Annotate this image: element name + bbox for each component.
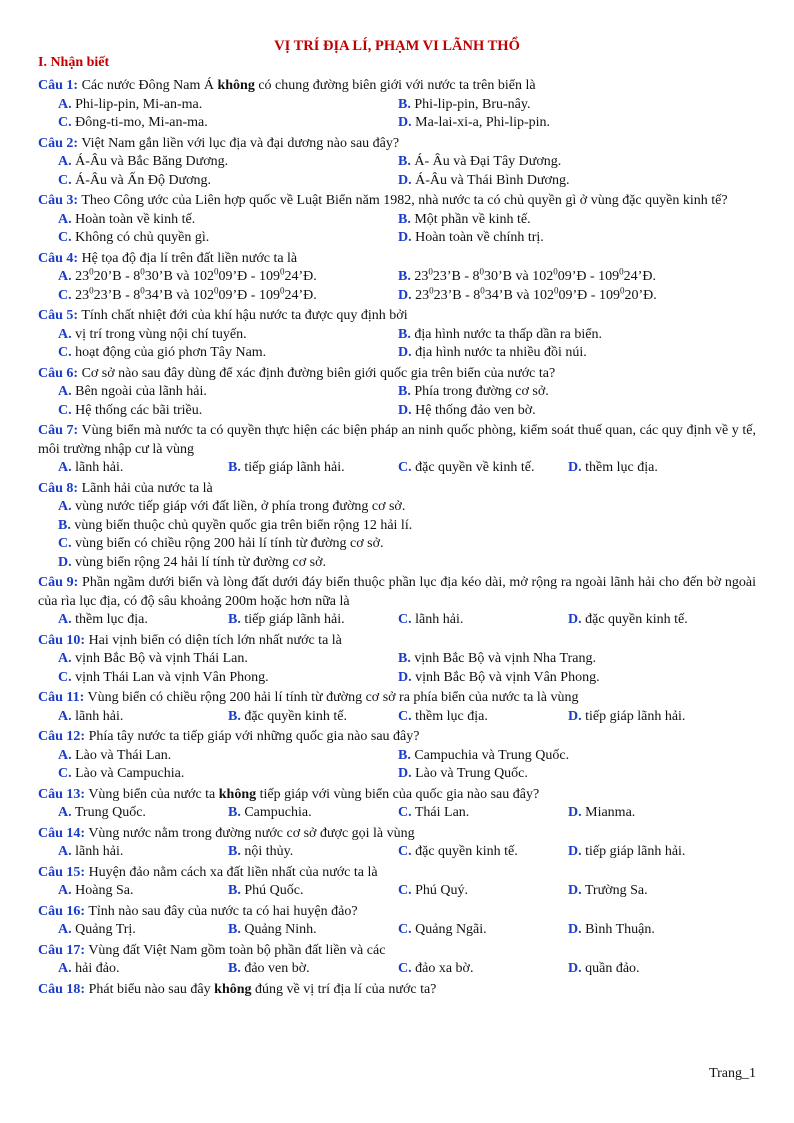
- answer-option: A. Hoàng Sa.: [58, 883, 134, 898]
- option-letter: B.: [228, 612, 241, 627]
- answer-option: D. tiếp giáp lãnh hải.: [568, 844, 686, 859]
- option-letter: A.: [58, 96, 72, 112]
- answer-option: B. $23^023’B$ - $8^030’B$ và $102^009’Đ$ - $109^024’Đ$.: [398, 266, 656, 284]
- answer-option: C. Đông-ti-mo, Mi-an-ma.: [58, 115, 208, 130]
- answer-options: [38, 882, 756, 901]
- answer-option: A. Trung Quốc.: [58, 805, 146, 820]
- option-letter: D.: [398, 669, 412, 685]
- option-letter: B.: [398, 326, 411, 342]
- option-letter: B.: [228, 805, 241, 820]
- question-number: Câu 10:: [38, 632, 86, 648]
- option-letter: C.: [58, 230, 72, 245]
- answer-option: C. đảo xa bờ.: [398, 961, 474, 976]
- option-letter: C.: [58, 536, 72, 551]
- option-letter: C.: [398, 805, 412, 820]
- answer-option: A. Á-Âu và Bắc Băng Dương.: [58, 154, 229, 169]
- question-number: Câu 6:: [38, 365, 79, 381]
- answer-option: A. Quảng Trị.: [58, 922, 136, 937]
- question-number: Câu 2:: [38, 135, 79, 151]
- question-4: [38, 250, 756, 306]
- question-text: Câu 17: Vùng đất Việt Nam gồm toàn bộ phần đất liền và các: [38, 942, 386, 958]
- question-text: Câu 14: Vùng nước nằm trong đường nước cơ sở được gọi là vùng: [38, 825, 415, 841]
- answer-option: C. đặc quyền về kinh tế.: [398, 460, 535, 475]
- question-number: Câu 7:: [38, 423, 79, 438]
- answer-option: D. địa hình nước ta nhiều đồi núi.: [398, 345, 587, 360]
- option-letter: D.: [398, 345, 412, 360]
- option-letter: A.: [58, 384, 72, 399]
- question-12: [38, 728, 756, 784]
- question-6: [38, 365, 756, 421]
- answer-option: D. Á-Âu và Thái Bình Dương.: [398, 172, 570, 188]
- answer-option: B. nội thủy.: [228, 844, 294, 859]
- option-letter: B.: [398, 384, 411, 399]
- answer-option: C. Thái Lan.: [398, 805, 470, 820]
- option-letter: B.: [398, 96, 411, 112]
- answer-option: D. quần đảo.: [568, 961, 640, 976]
- answer-option: A. Phi-lip-pin, Mi-an-ma.: [58, 96, 203, 112]
- option-letter: B.: [398, 651, 411, 666]
- question-text: Câu 6: Cơ sở nào sau đây dùng để xác định đường biên giới quốc gia trên biển của nước ta?: [38, 365, 556, 381]
- option-letter: C.: [398, 922, 412, 937]
- emphasis: không: [218, 786, 257, 802]
- option-letter: C.: [58, 287, 72, 303]
- question-number: Câu 9:: [38, 575, 79, 590]
- option-letter: A.: [58, 154, 72, 169]
- answer-options: [38, 708, 756, 727]
- option-letter: A.: [58, 708, 72, 724]
- answer-options: [38, 804, 756, 823]
- option-letter: A.: [58, 612, 72, 627]
- option-letter: A.: [58, 844, 72, 859]
- question-11: [38, 689, 756, 726]
- answer-option: A. hải đảo.: [58, 961, 120, 976]
- question-10: [38, 632, 756, 688]
- answer-option: A. $23^020’B$ - $8^030’B$ và $102^009’Đ$ - $109^024’Đ$.: [58, 266, 317, 284]
- option-letter: D.: [568, 805, 582, 820]
- answer-option: B. Campuchia.: [228, 805, 312, 820]
- answer-option: B. Một phần về kinh tế.: [398, 211, 531, 227]
- answer-option: A. thềm lục địa.: [58, 612, 148, 627]
- answer-option: A. vịnh Bắc Bộ và vịnh Thái Lan.: [58, 651, 248, 666]
- option-letter: D.: [58, 554, 72, 570]
- answer-option: C. Không có chủ quyền gì.: [58, 230, 210, 245]
- page-title: VỊ TRÍ ĐỊA LÍ, PHẠM VI LÃNH THỔ: [274, 38, 520, 54]
- option-letter: B.: [228, 883, 241, 898]
- answer-option: C. Quảng Ngãi.: [398, 922, 487, 937]
- answer-option: B. Phía trong đường cơ sở.: [398, 384, 549, 399]
- answer-options: [38, 383, 756, 420]
- answer-option: D. Ma-lai-xi-a, Phi-lip-pin.: [398, 115, 551, 130]
- answer-option: B. tiếp giáp lãnh hải.: [228, 460, 345, 475]
- answer-option: A. Bên ngoài của lãnh hải.: [58, 384, 207, 399]
- question-text: Câu 10: Hai vịnh biển có diện tích lớn nhất nước ta là: [38, 632, 342, 648]
- question-text: Câu 1: Các nước Đông Nam Á không có chung đường biên giới với nước ta trên biển là: [38, 78, 536, 93]
- option-letter: A.: [58, 747, 72, 763]
- option-letter: A.: [58, 460, 72, 475]
- option-letter: B.: [228, 922, 241, 937]
- question-15: [38, 864, 756, 901]
- question-text: Câu 18: Phát biểu nào sau đây không đúng về vị trí địa lí của nước ta?: [38, 981, 437, 997]
- option-letter: D.: [398, 766, 412, 781]
- answer-option: C. vùng biển có chiều rộng 200 hải lí tính từ đường cơ sở.: [58, 536, 384, 551]
- option-letter: B.: [398, 747, 411, 763]
- answer-option: C. Á-Âu và Ấn Độ Dương.: [58, 172, 212, 188]
- answer-option: D. Bình Thuận.: [568, 922, 655, 937]
- answer-option: C. lãnh hải.: [398, 612, 464, 627]
- option-letter: C.: [58, 345, 72, 360]
- option-letter: D.: [398, 115, 412, 130]
- option-letter: A.: [58, 805, 72, 820]
- question-number: Câu 5:: [38, 308, 79, 323]
- option-letter: C.: [398, 460, 412, 475]
- question-2: [38, 135, 756, 191]
- question-number: Câu 16:: [38, 903, 86, 919]
- answer-option: B. vịnh Bắc Bộ và vịnh Nha Trang.: [398, 651, 596, 666]
- option-letter: B.: [398, 269, 411, 284]
- option-letter: C.: [58, 115, 72, 130]
- answer-options: [38, 921, 756, 940]
- question-text: Câu 16: Tỉnh nào sau đây của nước ta có hai huyện đảo?: [38, 903, 358, 919]
- answer-option: D. Lào và Trung Quốc.: [398, 766, 528, 781]
- answer-option: D. vịnh Bắc Bộ và vịnh Vân Phong.: [398, 669, 600, 685]
- option-letter: C.: [398, 844, 412, 859]
- answer-options: [38, 268, 756, 305]
- question-number: Câu 8:: [38, 480, 79, 496]
- question-14: [38, 825, 756, 862]
- option-letter: A.: [58, 651, 72, 666]
- question-text: Câu 5: Tính chất nhiệt đới của khí hậu nước ta được quy định bởi: [38, 308, 408, 323]
- answer-option: A. Lào và Thái Lan.: [58, 747, 172, 763]
- answer-option: D. tiếp giáp lãnh hải.: [568, 708, 686, 724]
- question-3: [38, 192, 756, 248]
- question-text: Câu 9: Phần ngầm dưới biển và lòng đất dưới đáy biển thuộc phần lục địa kéo dài, mở rộng ra ngoài lãnh hải cho đến bờ ngoài của rìa lục địa, có độ sâu khoảng 200m hoặc hơn nữa là: [38, 575, 757, 609]
- answer-options: [38, 96, 756, 133]
- option-letter: A.: [58, 961, 72, 976]
- question-number: Câu 15:: [38, 864, 86, 880]
- answer-option: C. Hệ thống các bãi triều.: [58, 402, 203, 418]
- option-letter: A.: [58, 269, 72, 284]
- question-number: Câu 14:: [38, 825, 86, 841]
- section-heading: I. Nhận biết: [38, 55, 110, 70]
- answer-option: D. $23^023’B$ - $8^034’B$ và $102^009’Đ$ - $109^020’Đ$.: [398, 284, 657, 303]
- answer-option: B. đặc quyền kinh tế.: [228, 708, 347, 724]
- option-letter: D.: [568, 460, 582, 475]
- answer-options: [38, 650, 756, 687]
- question-number: Câu 3:: [38, 193, 79, 208]
- question-number: Câu 4:: [38, 250, 79, 266]
- option-letter: D.: [398, 402, 412, 418]
- answer-option: D. đặc quyền kinh tế.: [568, 612, 688, 627]
- option-letter: B.: [228, 844, 241, 859]
- option-letter: B.: [228, 708, 241, 724]
- answer-options: [38, 747, 756, 784]
- option-letter: D.: [398, 172, 412, 188]
- emphasis: không: [217, 78, 255, 93]
- question-text: Câu 3: Theo Công ước của Liên hợp quốc về Luật Biển năm 1982, nhà nước ta có chủ quyền gì ở vùng đặc quyền kinh tế?: [38, 193, 728, 208]
- question-7: [38, 422, 756, 478]
- answer-option: B. vùng biển thuộc chủ quyền quốc gia trên biển rộng 12 hải lí.: [58, 517, 413, 533]
- answer-option: B. Phi-lip-pin, Bru-nây.: [398, 96, 531, 112]
- question-list: [38, 77, 756, 1001]
- option-letter: B.: [398, 154, 411, 169]
- answer-options: [38, 611, 756, 630]
- question-1: [38, 77, 756, 133]
- option-letter: A.: [58, 211, 72, 227]
- answer-option: D. vùng biển rộng 24 hải lí tính từ đường cơ sở.: [58, 554, 326, 570]
- option-letter: C.: [58, 172, 72, 188]
- option-letter: D.: [398, 287, 412, 303]
- answer-options: [38, 843, 756, 862]
- answer-option: B. Campuchia và Trung Quốc.: [398, 747, 570, 763]
- option-letter: C.: [58, 669, 72, 685]
- answer-option: B. địa hình nước ta thấp dần ra biển.: [398, 326, 602, 342]
- question-number: Câu 12:: [38, 729, 86, 744]
- answer-option: A. Hoàn toàn về kinh tế.: [58, 211, 196, 227]
- question-17: [38, 942, 756, 979]
- option-letter: C.: [58, 402, 72, 418]
- option-letter: C.: [398, 961, 412, 976]
- option-letter: A.: [58, 326, 72, 342]
- answer-option: A. lãnh hải.: [58, 460, 124, 475]
- question-number: Câu 1:: [38, 78, 79, 93]
- option-letter: A.: [58, 922, 72, 937]
- question-text: Câu 4: Hệ tọa độ địa lí trên đất liền nước ta là: [38, 250, 298, 266]
- answer-option: B. Phú Quốc.: [228, 883, 304, 898]
- answer-option: C. $23^023’B$ - $8^034’B$ và $102^009’Đ$ - $109^024’Đ$.: [58, 284, 317, 303]
- question-8: [38, 480, 756, 573]
- question-text: Câu 11: Vùng biển có chiều rộng 200 hải lí tính từ đường cơ sở ra phía biển của nước ta là vùng: [38, 690, 579, 705]
- question-5: [38, 307, 756, 363]
- answer-options: [38, 153, 756, 190]
- option-letter: D.: [568, 612, 582, 627]
- option-letter: B.: [398, 211, 411, 227]
- option-letter: B.: [228, 961, 241, 976]
- answer-option: D. Mianma.: [568, 805, 636, 820]
- answer-option: B. tiếp giáp lãnh hải.: [228, 612, 345, 627]
- answer-option: B. Á- Âu và Đại Tây Dương.: [398, 154, 562, 169]
- answer-option: C. hoạt động của gió phơn Tây Nam.: [58, 345, 267, 360]
- answer-option: B. đảo ven bờ.: [228, 961, 310, 976]
- answer-option: C. Phú Quý.: [398, 883, 469, 898]
- option-letter: D.: [568, 708, 582, 724]
- answer-options: [38, 326, 756, 363]
- option-letter: D.: [568, 961, 582, 976]
- option-letter: D.: [398, 230, 412, 245]
- question-text: Câu 13: Vùng biển của nước ta không tiếp giáp với vùng biển của quốc gia nào sau đây?: [38, 786, 540, 802]
- answer-options: [38, 459, 756, 478]
- question-number: Câu 18:: [38, 981, 86, 997]
- question-9: [38, 574, 756, 630]
- answer-option: A. vị trí trong vùng nội chí tuyến.: [58, 326, 247, 342]
- answer-option: C. Lào và Campuchia.: [58, 766, 185, 781]
- option-letter: D.: [568, 922, 582, 937]
- option-letter: C.: [58, 766, 72, 781]
- question-number: Câu 17:: [38, 942, 86, 958]
- answer-option: A. vùng nước tiếp giáp với đất liền, ở phía trong đường cơ sở.: [58, 499, 406, 514]
- answer-option: B. Quảng Ninh.: [228, 922, 317, 937]
- question-text: Câu 7: Vùng biển mà nước ta có quyền thực hiện các biện pháp an ninh quốc phòng, kiểm soát thuế quan, các quy định về y tế, môi trường nhập cư là vùng: [38, 423, 757, 457]
- answer-option: D. Hệ thống đảo ven bờ.: [398, 402, 536, 418]
- answer-option: C. thềm lục địa.: [398, 708, 488, 724]
- question-text: Câu 8: Lãnh hải của nước ta là: [38, 480, 213, 496]
- option-letter: A.: [58, 883, 72, 898]
- question-16: [38, 903, 756, 940]
- question-text: Câu 12: Phía tây nước ta tiếp giáp với những quốc gia nào sau đây?: [38, 729, 420, 744]
- question-number: Câu 13:: [38, 786, 86, 802]
- question-text: Câu 2: Việt Nam gắn liền với lục địa và đại dương nào sau đây?: [38, 135, 400, 151]
- question-18: [38, 981, 756, 1000]
- option-letter: D.: [568, 883, 582, 898]
- emphasis: không: [214, 981, 252, 997]
- answer-option: C. đặc quyền kinh tế.: [398, 844, 518, 859]
- option-letter: C.: [398, 883, 412, 898]
- page-number: Trang_1: [709, 1066, 756, 1081]
- option-letter: A.: [58, 499, 72, 514]
- question-13: [38, 786, 756, 823]
- answer-option: A. lãnh hải.: [58, 708, 124, 724]
- question-number: Câu 11:: [38, 690, 85, 705]
- option-letter: B.: [228, 460, 241, 475]
- answer-options: [38, 211, 756, 248]
- question-text: Câu 15: Huyện đảo nằm cách xa đất liền nhất của nước ta là: [38, 864, 378, 880]
- option-letter: C.: [398, 708, 412, 724]
- option-letter: D.: [568, 844, 582, 859]
- answer-option: D. thềm lục địa.: [568, 460, 658, 475]
- answer-option: D. Hoàn toàn về chính trị.: [398, 230, 544, 245]
- option-letter: B.: [58, 517, 71, 533]
- answer-options: [38, 960, 756, 979]
- option-letter: C.: [398, 612, 412, 627]
- answer-option: D. Trường Sa.: [568, 883, 648, 898]
- answer-options: [38, 498, 756, 572]
- answer-option: A. lãnh hải.: [58, 844, 124, 859]
- answer-option: C. vịnh Thái Lan và vịnh Vân Phong.: [58, 669, 269, 685]
